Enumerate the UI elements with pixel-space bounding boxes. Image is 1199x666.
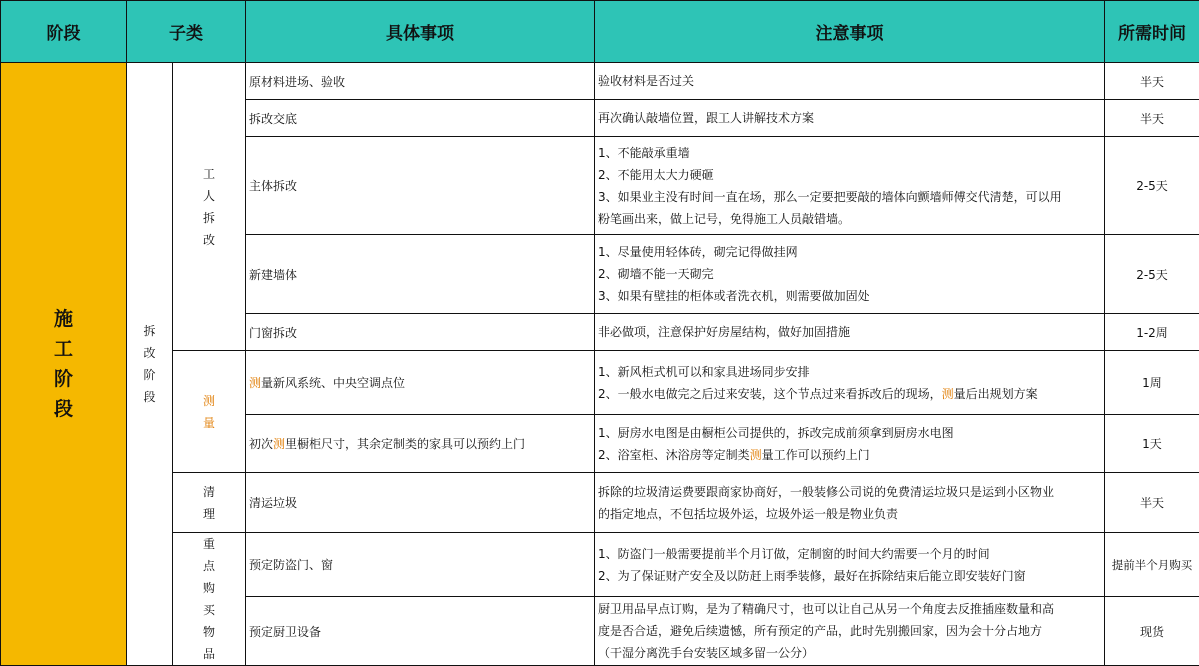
note-cell xyxy=(595,314,1105,351)
highlight-text: 测 xyxy=(273,437,285,451)
note-line: 厨卫用品早点订购，是为了精确尺寸，也可以让自己从另一个角度去反推插座数量和高 xyxy=(598,598,1104,620)
time-cell: 2-5天 xyxy=(1105,137,1199,235)
item-cell xyxy=(246,351,595,415)
note-line: 1、不能敲承重墙 xyxy=(598,142,1104,164)
item-cell: 新建墙体 xyxy=(246,235,595,314)
time-cell: 2-5天 xyxy=(1105,235,1199,314)
highlight-text: 测 xyxy=(750,448,762,462)
item-cell: 预定厨卫设备 xyxy=(246,597,595,666)
time-cell: 半天 xyxy=(1105,473,1199,533)
item-cell: 主体拆改 xyxy=(246,137,595,235)
header-stage: 阶段 xyxy=(1,1,127,63)
stage-cell xyxy=(1,63,127,666)
note-cell xyxy=(595,100,1105,137)
table-row xyxy=(1,63,1199,100)
item-text: 里橱柜尺寸，其余定制类的家具可以预约上门 xyxy=(285,437,525,451)
group-cell xyxy=(173,63,246,351)
item-text: 初次 xyxy=(249,437,273,451)
note-line: 再次确认敲墙位置，跟工人讲解技术方案 xyxy=(598,107,1104,129)
time-cell: 现货 xyxy=(1105,597,1199,666)
group-label: 测 量 xyxy=(173,390,245,434)
note-line: 3、如果有壁挂的柜体或者洗衣机，则需要做加固处 xyxy=(598,285,1104,307)
table-row xyxy=(1,533,1199,597)
note-line: 1、厨房水电图是由橱柜公司提供的，拆改完成前须拿到厨房水电图 xyxy=(598,422,1104,444)
group-cell xyxy=(173,351,246,473)
item-text: 量新风系统、中央空调点位 xyxy=(261,376,405,390)
group-label: 重 点 购 买 物 品 xyxy=(173,533,245,665)
highlight-text: 测 xyxy=(249,376,261,390)
note-text: 2、浴室柜、沐浴房等定制类 xyxy=(598,448,750,462)
item-cell xyxy=(246,415,595,473)
group-label: 清 理 xyxy=(173,481,245,525)
note-cell xyxy=(595,415,1105,473)
group-cell xyxy=(173,533,246,666)
note-cell xyxy=(595,597,1105,666)
note-cell xyxy=(595,533,1105,597)
note-line: 的指定地点，不包括垃圾外运，垃圾外运一般是物业负责 xyxy=(598,503,1104,525)
item-cell: 拆改交底 xyxy=(246,100,595,137)
stage-label: 施 工 阶 段 xyxy=(1,304,126,424)
item-cell: 原材料进场、验收 xyxy=(246,63,595,100)
note-cell xyxy=(595,473,1105,533)
note-line xyxy=(598,383,1104,405)
table-row xyxy=(1,351,1199,415)
group-label: 工 人 拆 改 xyxy=(173,163,245,251)
group-cell xyxy=(173,473,246,533)
header-row xyxy=(1,1,1199,63)
time-cell: 半天 xyxy=(1105,100,1199,137)
item-cell: 门窗拆改 xyxy=(246,314,595,351)
time-cell: 提前半个月购买 xyxy=(1105,533,1199,597)
note-line: 2、不能用太大力硬砸 xyxy=(598,164,1104,186)
note-line: 3、如果业主没有时间一直在场，那么一定要把要敲的墙体向颤墙师傅交代清楚，可以用 xyxy=(598,186,1104,208)
time-cell: 1-2周 xyxy=(1105,314,1199,351)
note-cell xyxy=(595,351,1105,415)
header-subcategory: 子类 xyxy=(127,1,246,63)
note-line: 1、防盗门一般需要提前半个月订做，定制窗的时间大约需要一个月的时间 xyxy=(598,543,1104,565)
note-line: 1、尽量使用轻体砖，砌完记得做挂网 xyxy=(598,241,1104,263)
note-cell xyxy=(595,137,1105,235)
note-text: 量后出规划方案 xyxy=(954,387,1038,401)
note-text: 量工作可以预约上门 xyxy=(762,448,870,462)
header-item: 具体事项 xyxy=(246,1,595,63)
note-line: 验收材料是否过关 xyxy=(598,70,1104,92)
item-cell: 清运垃圾 xyxy=(246,473,595,533)
note-text: 2、一般水电做完之后过来安装，这个节点过来看拆改后的现场， xyxy=(598,387,942,401)
time-cell: 1周 xyxy=(1105,351,1199,415)
note-line: 2、为了保证财产安全及以防赶上雨季装修，最好在拆除结束后能立即安装好门窗 xyxy=(598,565,1104,587)
time-cell: 1天 xyxy=(1105,415,1199,473)
phase-cell xyxy=(127,63,173,666)
header-time: 所需时间 xyxy=(1105,1,1199,63)
note-line: （干湿分离洗手台安装区域多留一公分） xyxy=(598,642,1104,664)
note-line: 非必做项，注意保护好房屋结构，做好加固措施 xyxy=(598,321,1104,343)
highlight-text: 测 xyxy=(942,387,954,401)
note-line: 粉笔画出来，做上记号，免得施工人员敲错墙。 xyxy=(598,208,1104,230)
note-line: 1、新风柜式机可以和家具进场同步安排 xyxy=(598,361,1104,383)
phase-label: 拆 改 阶 段 xyxy=(127,320,172,408)
note-line xyxy=(598,444,1104,466)
item-cell: 预定防盗门、窗 xyxy=(246,533,595,597)
note-line: 拆除的垃圾清运费要跟商家协商好，一般装修公司说的免费清运垃圾只是运到小区物业 xyxy=(598,481,1104,503)
table-row xyxy=(1,473,1199,533)
note-line: 2、砌墙不能一天砌完 xyxy=(598,263,1104,285)
note-cell xyxy=(595,235,1105,314)
note-cell xyxy=(595,63,1105,100)
time-cell: 半天 xyxy=(1105,63,1199,100)
header-note: 注意事项 xyxy=(595,1,1105,63)
note-line: 度是否合适，避免后续遗憾，所有预定的产品，此时先别搬回家，因为会十分占地方 xyxy=(598,620,1104,642)
